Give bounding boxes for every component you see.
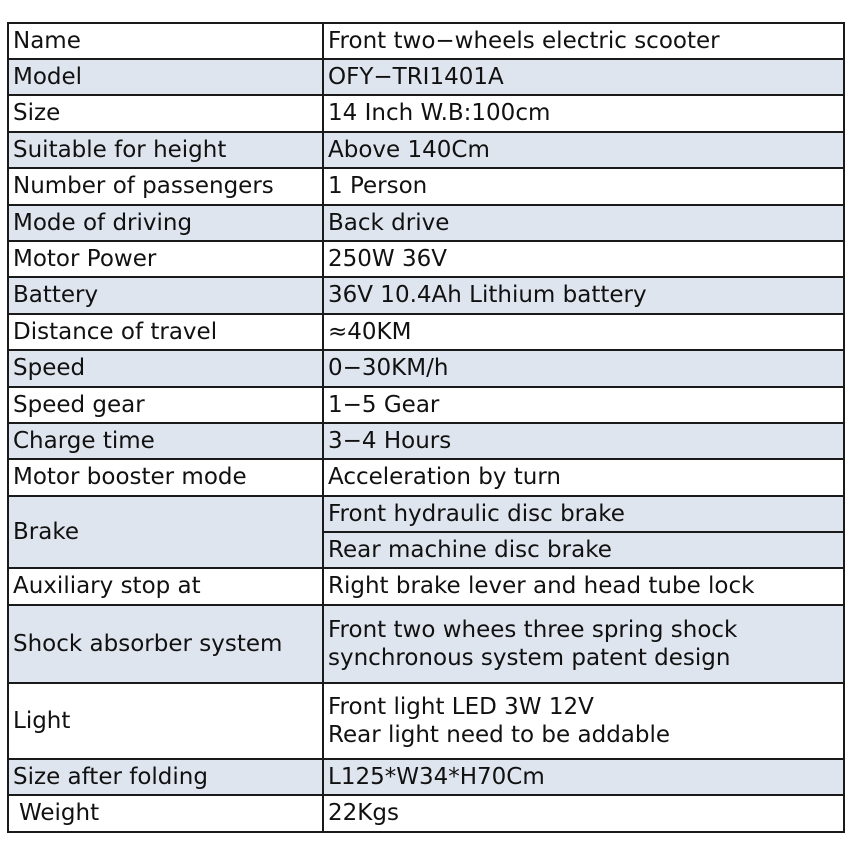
row-value <box>323 605 844 683</box>
row-label: Brake <box>8 496 323 568</box>
table-row <box>8 132 844 168</box>
row-label: Motor booster mode <box>8 459 323 496</box>
row-value: 1−5 Gear <box>323 387 844 423</box>
row-label: Light <box>8 683 323 759</box>
row-value: Rear machine disc brake <box>323 532 844 568</box>
table-row <box>8 23 844 59</box>
row-label: Mode of driving <box>8 205 323 241</box>
value-line: Front two whees three spring shock <box>328 617 738 643</box>
value-line: synchronous system patent design <box>328 645 731 671</box>
row-value: 1 Person <box>323 168 844 205</box>
table-row <box>8 350 844 387</box>
spec-table <box>7 22 845 833</box>
row-label: Suitable for height <box>8 132 323 168</box>
row-value: 3−4 Hours <box>323 423 844 459</box>
row-value: Back drive <box>323 205 844 241</box>
row-value: OFY−TRI1401A <box>323 59 844 95</box>
row-label: Battery <box>8 277 323 314</box>
table-row <box>8 277 844 314</box>
table-row <box>8 205 844 241</box>
table-row <box>8 459 844 496</box>
row-label: Model <box>8 59 323 95</box>
table-row <box>8 314 844 350</box>
table-row <box>8 759 844 795</box>
table-row <box>8 496 844 532</box>
row-label: Speed gear <box>8 387 323 423</box>
table-row <box>8 683 844 759</box>
row-label: Auxiliary stop at <box>8 568 323 605</box>
value-line: Front light LED 3W 12V <box>328 694 594 720</box>
table-row <box>8 795 844 832</box>
row-label: Speed <box>8 350 323 387</box>
row-value: Acceleration by turn <box>323 459 844 496</box>
table-row <box>8 59 844 95</box>
table-row <box>8 95 844 132</box>
row-value: 14 Inch W.B:100cm <box>323 95 844 132</box>
row-label: Size after folding <box>8 759 323 795</box>
row-value: Right brake lever and head tube lock <box>323 568 844 605</box>
row-label: Number of passengers <box>8 168 323 205</box>
table-row <box>8 423 844 459</box>
row-value: 0−30KM/h <box>323 350 844 387</box>
row-label: Motor Power <box>8 241 323 277</box>
row-value: 250W 36V <box>323 241 844 277</box>
row-value: 36V 10.4Ah Lithium battery <box>323 277 844 314</box>
row-label: Weight <box>8 795 323 832</box>
value-line: Rear light need to be addable <box>328 722 671 748</box>
row-value: L125*W34*H70Cm <box>323 759 844 795</box>
table-row <box>8 168 844 205</box>
row-label: Distance of travel <box>8 314 323 350</box>
row-value: Above 140Cm <box>323 132 844 168</box>
table-row <box>8 241 844 277</box>
row-label: Shock absorber system <box>8 605 323 683</box>
row-value: ≈40KM <box>323 314 844 350</box>
row-value: Front two−wheels electric scooter <box>323 23 844 59</box>
row-label: Size <box>8 95 323 132</box>
table-row <box>8 605 844 683</box>
table-row <box>8 568 844 605</box>
row-label: Name <box>8 23 323 59</box>
table-row <box>8 387 844 423</box>
row-value <box>323 683 844 759</box>
row-value: Front hydraulic disc brake <box>323 496 844 532</box>
row-label: Charge time <box>8 423 323 459</box>
row-value: 22Kgs <box>323 795 844 832</box>
